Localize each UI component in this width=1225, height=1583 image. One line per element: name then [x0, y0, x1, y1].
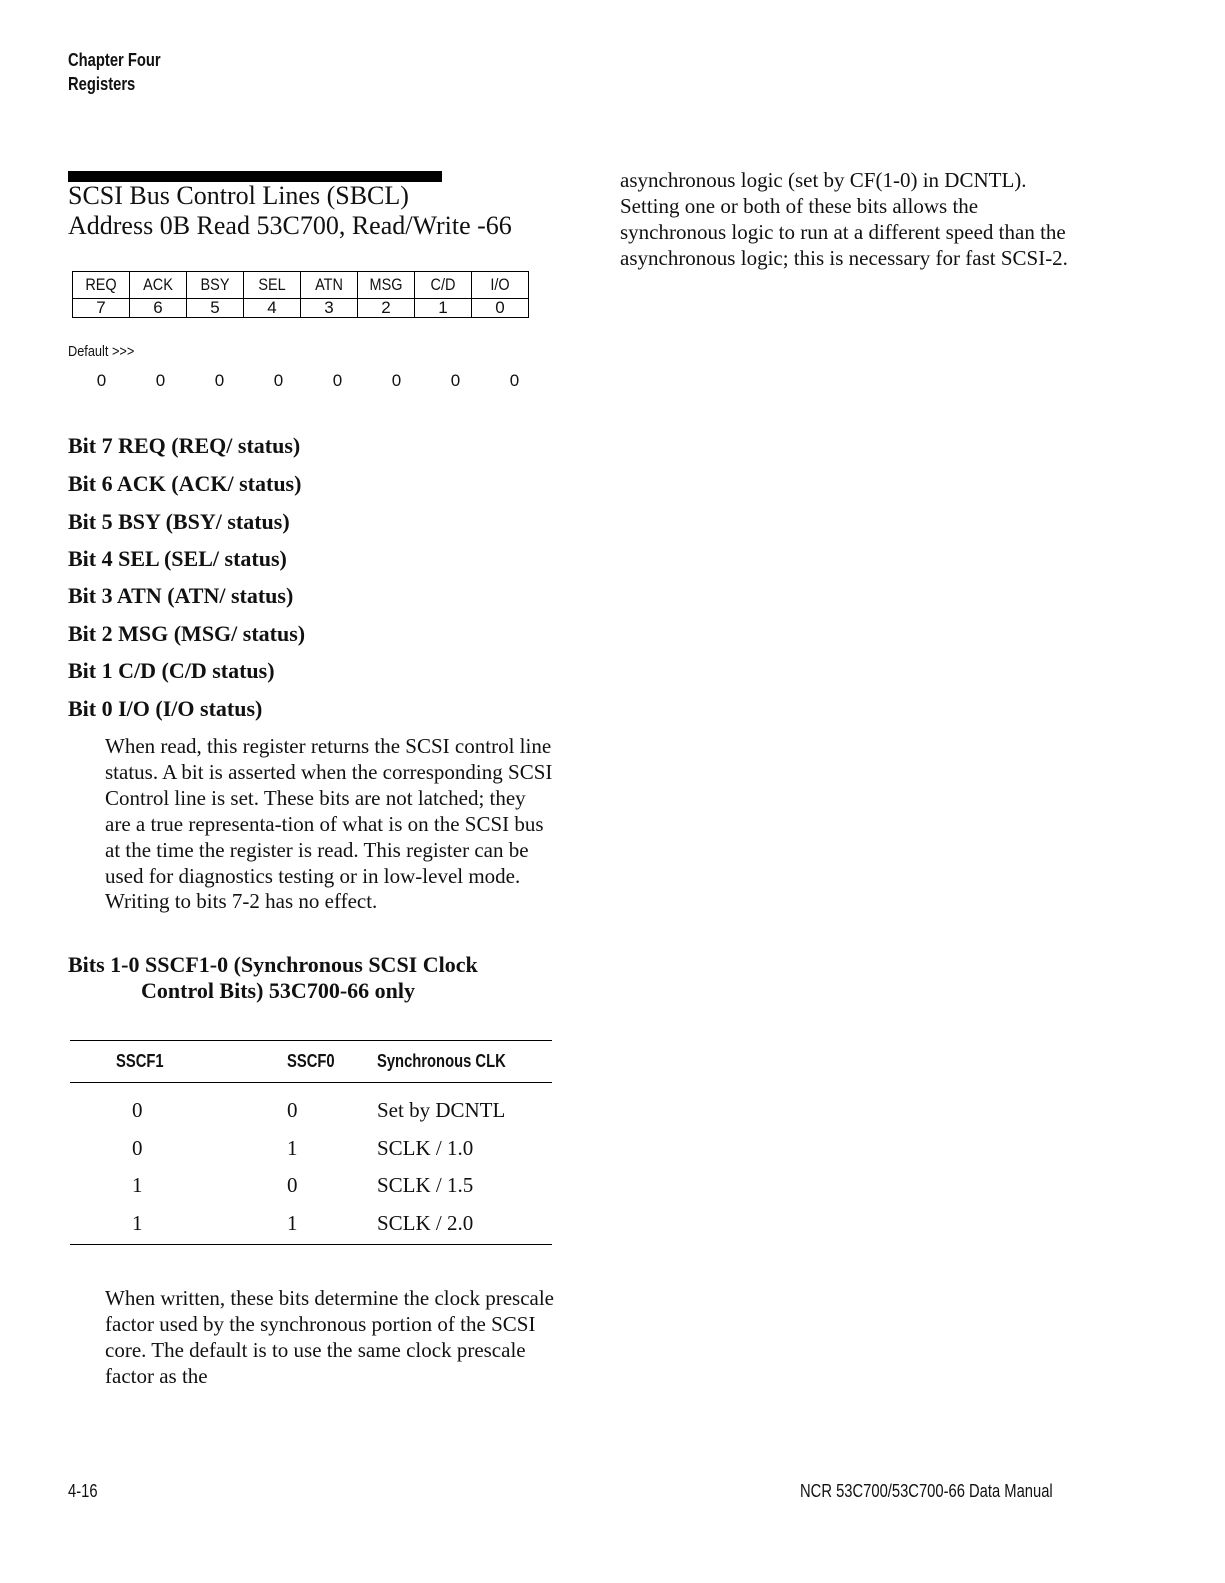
- bit-heading: Bit 7 REQ (REQ/ status): [68, 433, 301, 458]
- default-value: 0: [509, 371, 520, 390]
- bit-cell: [187, 272, 244, 318]
- default-value: 0: [214, 371, 225, 390]
- bit-cell: [358, 272, 415, 318]
- bit-cell: [130, 272, 187, 318]
- bit-cell: [415, 272, 472, 318]
- cell-sscf0: 0: [287, 1098, 298, 1123]
- page-number: 4-16: [68, 1481, 98, 1501]
- bit-number: 0: [472, 298, 528, 317]
- bit-label: MSG: [369, 275, 403, 294]
- register-title-line2: Address 0B Read 53C700, Read/Write -66: [68, 211, 512, 240]
- bit-cell: [244, 272, 301, 318]
- bit-label: ATN: [315, 275, 343, 294]
- bit-heading: Bit 0 I/O (I/O status): [68, 696, 263, 721]
- bits10-heading: [68, 952, 478, 1004]
- bit-number: 5: [187, 298, 243, 317]
- bit-number: 2: [358, 298, 414, 317]
- cell-sscf1: 0: [132, 1098, 143, 1123]
- bit-heading: Bit 6 ACK (ACK/ status): [68, 471, 302, 496]
- table-row: [70, 1083, 552, 1130]
- bit-label: REQ: [85, 275, 117, 294]
- register-title: [68, 181, 512, 241]
- bit-number: 4: [244, 298, 300, 317]
- bit-label: ACK: [143, 275, 173, 294]
- default-value: 0: [273, 371, 284, 390]
- chapter-title: Chapter Four: [68, 50, 161, 70]
- bit-heading: Bit 5 BSY (BSY/ status): [68, 509, 290, 534]
- chapter-header: [68, 48, 161, 96]
- cell-sscf0: 0: [287, 1173, 298, 1198]
- cell-sscf0: 1: [287, 1205, 377, 1245]
- table-row: [70, 1130, 552, 1168]
- bit-label: BSY: [200, 275, 230, 294]
- col-header-sscf0: SSCF0: [287, 1041, 377, 1083]
- default-value: 0: [155, 371, 166, 390]
- cell-sync-clk: SCLK / 1.5: [377, 1173, 474, 1198]
- cell-sync-clk: SCLK / 2.0: [377, 1205, 552, 1245]
- cell-sscf1: 1: [132, 1205, 287, 1245]
- default-label: Default >>>: [68, 343, 135, 360]
- continued-description: asynchronous logic (set by CF(1-0) in DCNTL). Setting one or both of these bits allows the synchronous logic to run at a different speed than the asynchronous logic; this is necessary for fast SCSI-2.: [620, 168, 1068, 270]
- bit-label: I/O: [490, 275, 510, 294]
- cell-sync-clk: Set by DCNTL: [377, 1098, 506, 1123]
- table-row: [70, 1205, 552, 1245]
- bit-number: 6: [130, 298, 186, 317]
- bit-cell: [73, 272, 130, 318]
- cell-sscf0: 1: [287, 1135, 298, 1160]
- bit-cell: [301, 272, 358, 318]
- write-description: When written, these bits determine the clock prescale factor used by the synchronous portion of the SCSI core. The default is to use the same clock prescale factor as the: [105, 1286, 554, 1388]
- default-value: 0: [332, 371, 343, 390]
- bit-heading: Bit 2 MSG (MSG/ status): [68, 621, 306, 646]
- bit-heading: Bit 4 SEL (SEL/ status): [68, 546, 287, 571]
- clock-table: [70, 1040, 552, 1245]
- cell-sscf1: 1: [132, 1173, 143, 1198]
- table-row: [70, 1167, 552, 1205]
- register-bit-table: [72, 271, 529, 318]
- manual-title: NCR 53C700/53C700-66 Data Manual: [800, 1481, 1053, 1501]
- section-title: Registers: [68, 74, 136, 94]
- read-description: When read, this register returns the SCSI control line status. A bit is asserted when the corresponding SCSI Control line is set. These bits are not latched; they are a true representa-tion of what is on the SCSI bus at the time the register is read. This register can be used for diagnostics testing or in low-level mode. Writing to bits 7-2 has no effect.: [105, 734, 553, 914]
- bit-label: C/D: [430, 275, 456, 294]
- default-value: 0: [391, 371, 402, 390]
- default-value: 0: [450, 371, 461, 390]
- bit-heading: Bit 1 C/D (C/D status): [68, 658, 275, 683]
- bit-number: 1: [415, 298, 471, 317]
- default-values-row: [72, 371, 548, 391]
- default-value: 0: [96, 371, 107, 390]
- bit-number: 7: [73, 298, 129, 317]
- cell-sscf1: 0: [132, 1135, 143, 1160]
- bits10-heading-line1: Bits 1-0 SSCF1-0 (Synchronous SCSI Clock: [68, 952, 478, 977]
- register-title-line1: SCSI Bus Control Lines (SBCL): [68, 181, 409, 210]
- bit-label: SEL: [258, 275, 286, 294]
- col-header-sync-clk: Synchronous CLK: [377, 1041, 552, 1083]
- cell-sync-clk: SCLK / 1.0: [377, 1135, 474, 1160]
- bits10-heading-line2: Control Bits) 53C700-66 only: [141, 978, 415, 1003]
- bit-cell: [472, 272, 529, 318]
- bit-number: 3: [301, 298, 357, 317]
- bit-heading: Bit 3 ATN (ATN/ status): [68, 583, 294, 608]
- col-header-sscf1: SSCF1: [70, 1041, 287, 1083]
